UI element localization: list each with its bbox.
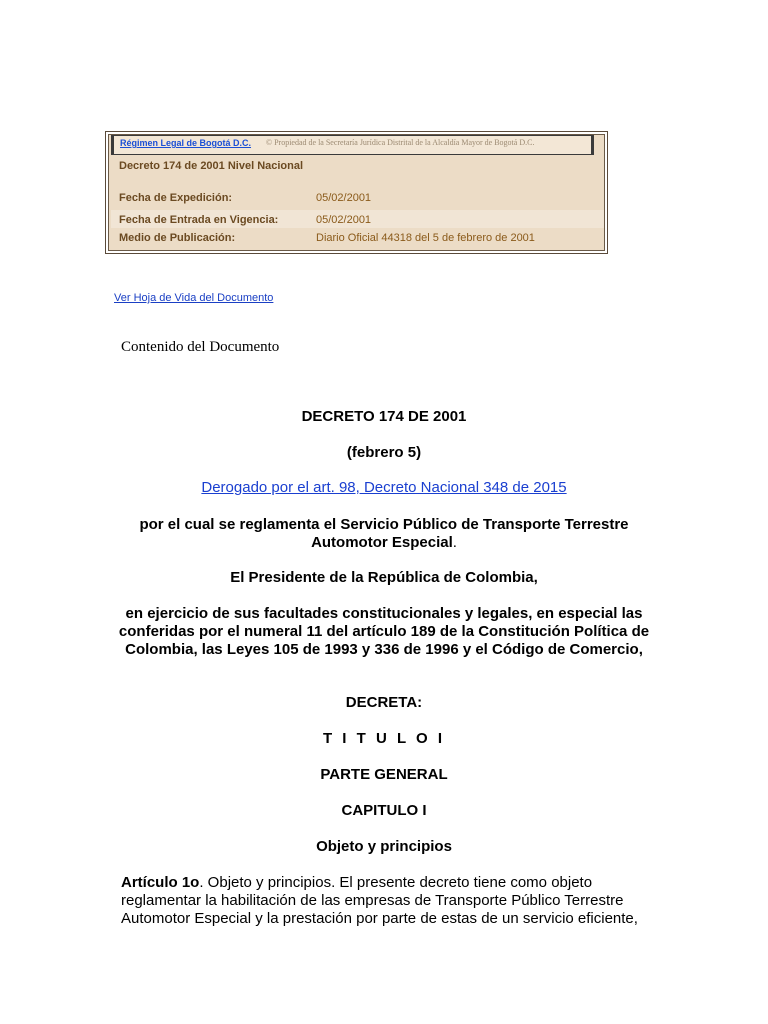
document-title-small: Decreto 174 de 2001 Nivel Nacional [119, 160, 304, 172]
capitulo-heading: CAPITULO I [341, 802, 427, 819]
contenido-heading: Contenido del Documento [121, 339, 280, 355]
article-1-text: . Objeto y principios. El presente decreto tiene como objeto reglamentar la habilitación de las empresas de Transporte Público Terrestre Automotor Especial y la prestación por parte de estas de un servicio eficiente, [121, 874, 638, 927]
value-fecha-vigencia: 05/02/2001 [316, 214, 372, 226]
article-1-label: Artículo 1o [121, 874, 200, 891]
label-fecha-vigencia: Fecha de Entrada en Vigencia: [119, 214, 279, 226]
president-line: El Presidente de la República de Colombia, [230, 569, 538, 586]
objeto-heading: Objeto y principios [316, 838, 452, 855]
label-fecha-expedicion: Fecha de Expedición: [119, 192, 233, 204]
value-fecha-expedicion: 05/02/2001 [316, 192, 372, 204]
decreta-heading: DECRETA: [345, 694, 423, 711]
decree-subject-main: por el cual se reglamenta el Servicio Público de Transporte Terrestre Automotor Especial [139, 516, 629, 551]
decree-date: (febrero 5) [346, 444, 422, 461]
document-info-box [105, 131, 608, 254]
label-medio-publicacion: Medio de Publicación: [119, 232, 236, 244]
hoja-de-vida-link[interactable]: Ver Hoja de Vida del Documento [114, 292, 274, 304]
decree-subject [115, 516, 653, 552]
article-1-paragraph [121, 874, 651, 928]
facultades-paragraph: en ejercicio de sus facultades constitucionales y legales, en especial las conferidas por el numeral 11 del artículo 189 de la Constitución Política de Colombia, las Leyes 105 de 1993 y 336 de 1996 y el Código de Comercio, [118, 605, 650, 658]
decree-title: DECRETO 174 DE 2001 [301, 408, 467, 425]
value-medio-publicacion: Diario Oficial 44318 del 5 de febrero de 2001 [316, 232, 535, 244]
titulo-heading: T I T U L O I [322, 730, 446, 747]
property-notice: © Propiedad de la Secretaría Jurídica Distrital de la Alcaldía Mayor de Bogotá D.C. [266, 138, 535, 147]
parte-heading: PARTE GENERAL [320, 766, 448, 783]
regimen-legal-link[interactable]: Régimen Legal de Bogotá D.C. [120, 138, 252, 148]
header-strip [111, 135, 594, 155]
derogado-link[interactable]: Derogado por el art. 98, Decreto Nacional 348 de 2015 [201, 479, 567, 496]
decree-subject-end: . [452, 534, 457, 551]
